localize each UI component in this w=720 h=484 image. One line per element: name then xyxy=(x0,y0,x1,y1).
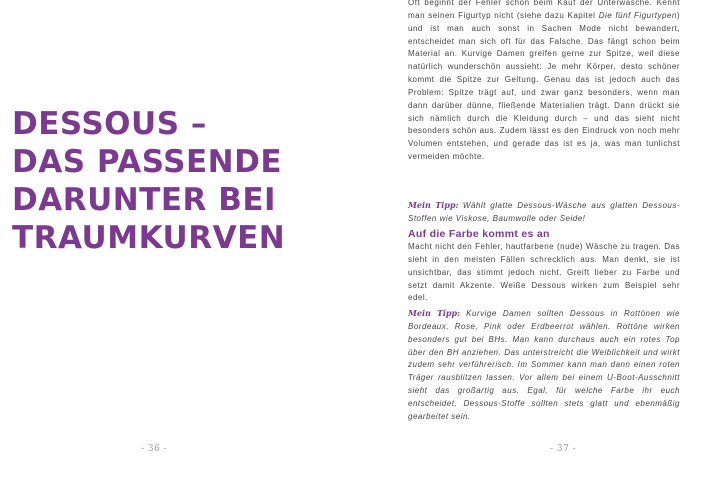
tip-paragraph-1 xyxy=(408,199,680,226)
tip-paragraph-2 xyxy=(408,307,680,424)
section-heading: Auf die Farbe kommt es an xyxy=(408,228,550,240)
tip-block-2 xyxy=(408,307,680,424)
tip-label: Mein Tipp: xyxy=(408,200,459,210)
tip-label: Mein Tipp: xyxy=(408,308,461,318)
tip-text: Wählt glatte Dessous-Wäsche aus glatten Dessous-Stoffen wie Viskose, Baumwolle oder Seide! xyxy=(408,201,681,223)
chapter-title-line: DESSOUS – xyxy=(12,106,207,142)
page-number-right: - 37 - xyxy=(550,444,577,454)
chapter-title-line: TRAUMKURVEN xyxy=(12,220,286,256)
right-page xyxy=(360,0,720,484)
intro-paragraph-block xyxy=(408,0,680,164)
color-paragraph-block xyxy=(408,241,680,305)
page-number-left: - 36 - xyxy=(141,444,168,454)
chapter-title-line: DAS PASSENDE xyxy=(12,144,282,180)
chapter-title xyxy=(12,105,352,257)
chapter-title-line: DARUNTER BEI xyxy=(12,182,277,218)
tip-text: Kurvige Damen sollten Dessous in Rottönen wie Bordeaux, Rose, Pink oder Erdbeerrot wählen. Rottöne wirken besonders gut bei BHs. Man kann durchaus auch ein rotes Top über den BH anziehen. Das unterstreicht die Weiblichkeit und wirkt zudem sehr verführerisch. Im Sommer kann man dann einen roten Träger rausblitzen lassen. Vor allem bei einem U-Boot-Ausschnitt sieht das großartig aus. Egal, für welche Farbe ihr euch entscheidet, Dessous-Stoffe sollten stets glatt und ebenmäßig gearbeitet sein. xyxy=(408,309,680,421)
color-paragraph: Macht nicht den Fehler, hautfarbene (nude) Wäsche zu tragen. Das sieht in den meisten Fällen schrecklich aus. Man denkt, sie ist unsichtbar, das stimmt jedoch nicht. Greift lieber zu Farbe und setzt damit Akzente. Weiße Dessous wirken zum Beispiel sehr edel. xyxy=(408,242,680,303)
intro-text-part1: Oft beginnt der Fehler schon beim Kauf der Unterwäsche. Kennt man seinen Figurtyp nicht (siehe dazu Kapitel xyxy=(408,0,680,20)
intro-paragraph xyxy=(408,0,680,164)
tip-block-1 xyxy=(408,199,680,226)
chapter-reference: Die fünf Figurtypen xyxy=(598,10,677,20)
intro-text-part2: ) und ist man auch sonst in Sachen Mode nicht bewandert, entscheidet man sich oft für das Falsche. Das fängt schon beim Material an. Kurvige Damen greifen gerne zur Spitze, weil diese natürlich wunderschön aussieht: Je mehr Körper, desto schöner kommt die Spitze zur Geltung. Genau das ist jedoch auch das Problem: Spitze trägt auf, und zwar ganz besonders, wenn man dann darüber dünne, fließende Materialien trägt. Dann drückt sie sich nämlich durch die Kleidung durch – und das sieht nicht besonders schön aus. Zudem lässt es den Eindruck von noch mehr Volumen entstehen, und gerade das ist es ja, was man tunlichst vermeiden möchte. xyxy=(408,10,680,162)
